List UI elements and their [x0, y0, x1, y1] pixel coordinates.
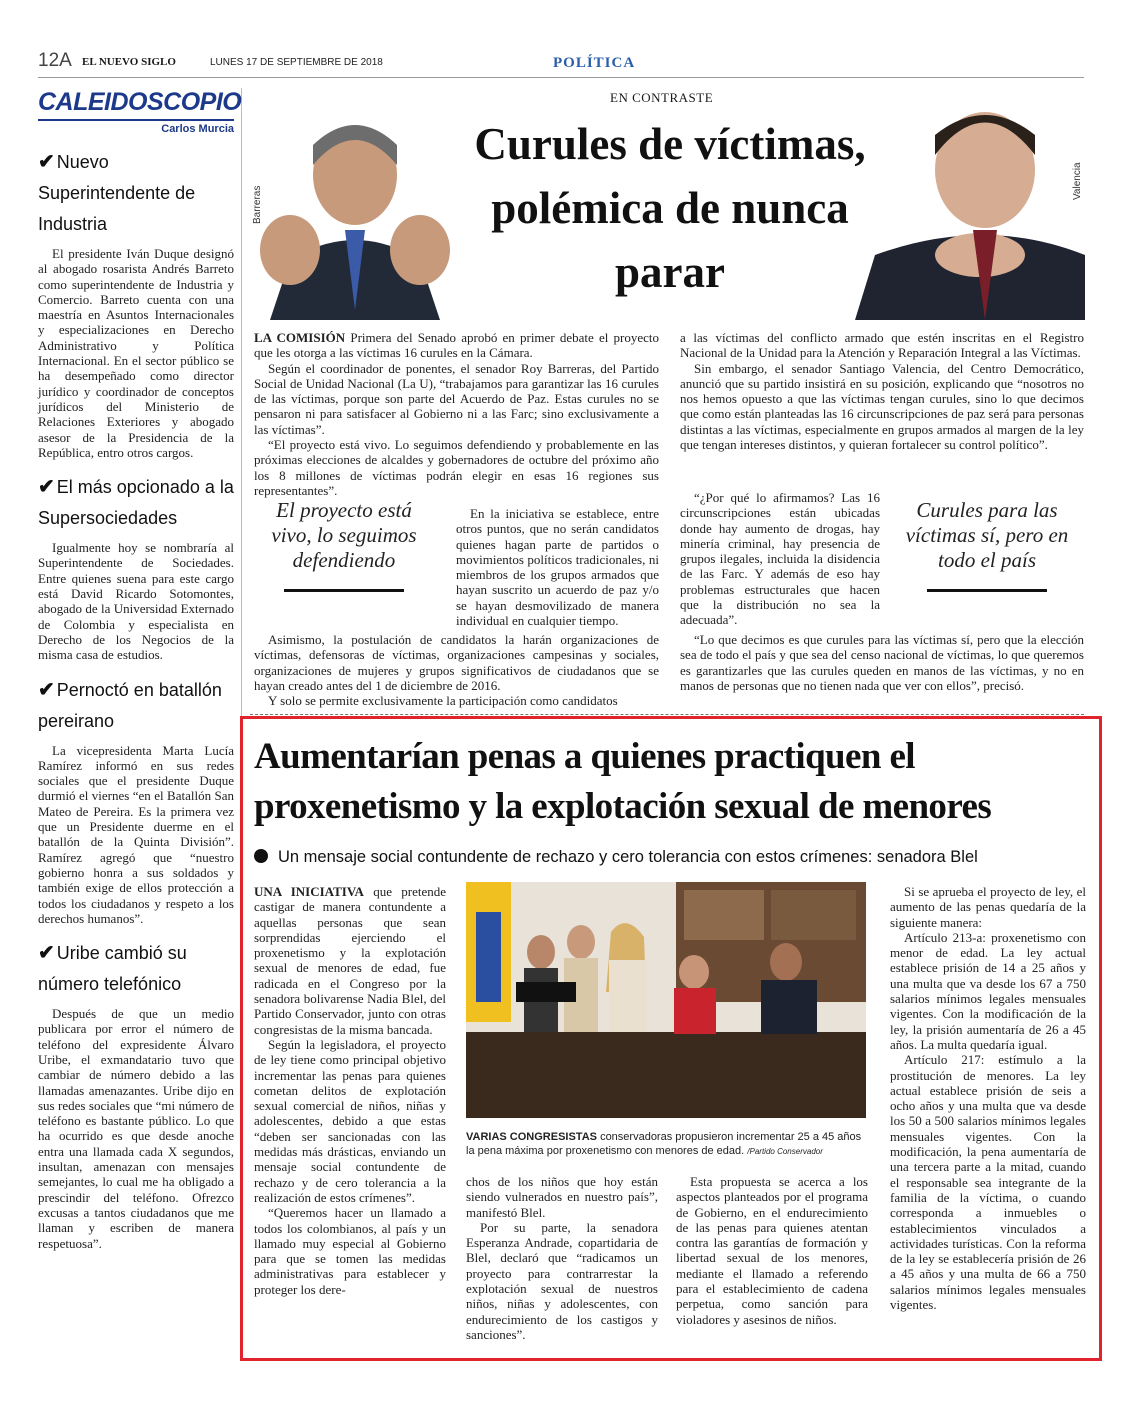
- article-column-1b: [456, 506, 659, 628]
- subtitle-text: Un mensaje social contundente de rechazo y cero tolerancia con estos crímenes: senadora Blel: [278, 848, 978, 866]
- pull-quote-rule: [927, 589, 1047, 592]
- sidebar-divider: [241, 88, 242, 718]
- sidebar-item-heading: [38, 147, 234, 240]
- issue-date: LUNES 17 DE SEPTIEMBRE DE 2018: [210, 57, 383, 68]
- check-icon: ✔: [38, 476, 55, 499]
- section-divider: [250, 714, 1084, 715]
- sidebar-item-heading: [38, 938, 234, 1000]
- paragraph: [254, 884, 446, 1037]
- caption-lead: VARIAS CONGRESISTAS: [466, 1131, 597, 1143]
- paragraph: Según la legisladora, el proyecto de ley tiene como principal objetivo incrementar las penas para quienes cometan delitos de explotación sexual comercial de niños, niñas y adolescentes, debido a que estas “deben ser sancionadas con las medidas más drásticas, enviando un mensaje social contundente de rechazo y de cero tolerancia a la realización de estos crímenes”.: [254, 1036, 446, 1205]
- section-name: POLÍTICA: [553, 55, 636, 71]
- article-column-1c: [254, 632, 659, 708]
- sidebar-item-heading: [38, 472, 234, 534]
- paragraph: Por su parte, la senadora Esperanza Andrade, copartidaria de Blel, declaró que “radicamos un proyecto para contrarrestar la explotación sexual de nuestros niños, niñas y adolescentes, con endurecimiento de los castigos y sanciones”.: [466, 1219, 658, 1342]
- boxed-column-2: [466, 1174, 658, 1342]
- check-icon: ✔: [38, 151, 55, 173]
- article-kicker: EN CONTRASTE: [610, 90, 714, 105]
- sidebar-column: [38, 88, 242, 1350]
- article-column-2c: [680, 632, 1084, 693]
- check-icon: ✔: [38, 678, 55, 701]
- paragraph: Artículo 217: estímulo a la prostitución de menores. La ley actual establece prisión de seis a ocho años y una multa que va desde los 50 a 500 salarios mínimos legales mensuales vigentes. Con la modificación, la pena aumentaría de una tercera parte a la mitad, cuando el responsable sea integrante de la familia de la víctima, o cuando corresponda a inmuebles o establecimientos vinculados a actividades turísticas. Con la reforma de la ley se establecería prisión de 26 a 45 años y una multa de 66 a 750 salarios mínimos legales mensuales vigentes.: [890, 1052, 1086, 1313]
- article-headline: Curules de víctimas, polémica de nunca parar: [474, 119, 866, 297]
- paragraph: “Lo que decimos es que curules para las víctimas sí, pero que la elección sea de todo el país y que sea del censo nacional de víctimas, lo que queremos es garantizarles que las curules queden en manos de las víctimas, y no en manos de personas que no tienen nada que ver con ellos”, precisó.: [680, 632, 1084, 693]
- heading-text: Uribe cambió su número telefónico: [38, 943, 187, 995]
- heading-text: Pernoctó en batallón pereirano: [38, 679, 222, 731]
- paragraph: Según el coordinador de ponentes, el senador Roy Barreras, del Partido Social de Unidad Nacional (La U), “trabajamos para garantizar las 16 curules de las víctimas, porque son parte del Acuerdo de Paz. Estas curules no se pensaron ni para satisfacer al Gobierno ni a las Farc; sino exclusivamente a las víctimas”.: [254, 360, 659, 437]
- paragraph: Sin embargo, el senador Santiago Valencia, del Centro Democrático, anunció que su partido insistirá en su posición, explicando que “nosotros no nos hemos opuesto a que las víctimas tengan curules, sino lo que decimos que como están planteadas las 16 circunscripciones de paz será para personas distintas a las víctimas, especialmente en grupos armados al margen de la ley que tengan intereses distintos, y quieran fortalecer su control político”.: [680, 360, 1084, 453]
- photo-credit: /Partido Conservador: [747, 1147, 823, 1156]
- lead-in: UNA INICIATIVA: [254, 884, 364, 899]
- column-author: Carlos Murcia: [38, 119, 234, 135]
- paragraph: chos de los niños que hoy están siendo vulnerados en nuestro país”, manifestó Blel.: [466, 1174, 658, 1220]
- paragraph: En la iniciativa se establece, entre otros puntos, que no serán candidatos quienes hagan parte de partidos o movimientos políticos tradicionales, ni miembros de los grupos armados que hayan suscrito un acuerdo de paz y/o se hayan desmovilizado de manera individual en cualquier tiempo.: [456, 506, 659, 629]
- photo-caption: [466, 1130, 866, 1159]
- paragraph: Y solo se permite exclusivamente la participación como candidatos: [268, 693, 618, 709]
- pull-quote-rule: [284, 589, 404, 592]
- boxed-article-headline: Aumentarían penas a quienes practiquen el proxenetismo y la explotación sexual de menores: [254, 736, 992, 827]
- boxed-column-4: [890, 884, 1086, 1312]
- paragraph: “Queremos hacer un llamado a todos los colombianos, al país y un llamado muy especial al Gobierno para que se tomen las medidas administrativas para establecer y proteger los dere-: [254, 1205, 446, 1297]
- paragraph-text: Primera del Senado aprobó en primer debate el proyecto que les otorga a las víctimas 16 curules en la Cámara.: [254, 330, 660, 361]
- sidebar-item-body: La vicepresidenta Marta Lucía Ramírez informó en sus redes sociales que el presidente Duque durmió el viernes “en el Batallón San Mateo de Pereira. Es la primera vez que un Presidente duerme en el batallón de la Quinta División”. Ramírez agregó que “nuestro gobierno honra a sus soldados y también exige de ellos protección a todos los ciudadanos y respeto a los derechos humanos”.: [38, 742, 234, 926]
- bullet-icon: [254, 849, 268, 863]
- article-column-2b: [680, 490, 880, 628]
- heading-text: Nuevo Superintendente de Industria: [38, 152, 196, 234]
- paragraph-text: que pretende castigar de manera contundente a aquellas personas que sean sorprendidas ejerciendo el proxenetismo y la explotación sexual de menores de edad, fue radicada en el Congreso por la senadora bolivarense Nadia Blel, del Partido Conservador, junto con otras congresistas de la misma bancada.: [254, 884, 447, 1037]
- photo-barreras: [250, 110, 460, 320]
- paragraph: Si se aprueba el proyecto de ley, el aumento de las penas quedaría de la siguiente manera:: [890, 884, 1086, 930]
- pull-quote-text: El proyecto está vivo, lo seguimos defendiendo: [271, 498, 417, 572]
- pull-quote-text: Curules para las víctimas sí, pero en todo el país: [905, 498, 1069, 572]
- boxed-article-subtitle: [254, 848, 1084, 867]
- caption-text: conservadoras propusieron incrementar 25 a 45 años la pena máxima por proxenetismo con menores de edad.: [466, 1131, 862, 1157]
- sidebar-item-body: Después de que un medio publicara por error el número de teléfono del expresidente Álvaro Uribe, el exmandatario tuvo que cambiar de número debido a las llamadas amenazantes. Uribe dijo en sus redes sociales que “mi número de teléfono es bastante público. Lo que ha ocurrido es que desde anoche entra una llamada cada X segundos, insultan, amenazan con mensajes semejantes, lo cual me ha obligado a prescindir del teléfono. Ofrezco excusas a tantos ciudadanos que me llaman y escriben de manera respetuosa”.: [38, 1006, 234, 1251]
- check-icon: ✔: [38, 942, 55, 965]
- paragraph: Artículo 213-a: proxenetismo con menor de edad. La ley actual establece prisión de 14 a 25 años y una multa que va desde los 67 a 750 salarios mínimos legales mensuales vigentes. Con la modificación de la ley, la prisión aumentaría de 26 a 45 años. La multa quedaría igual.: [890, 929, 1086, 1052]
- boxed-column-1: [254, 884, 446, 1297]
- photo-caption-right: Valencia: [1072, 162, 1083, 200]
- paragraph: “¿Por qué lo afirmamos? Las 16 circunscripciones están ubicadas donde hay aumento de drogas, hay minería criminal, hay presencia de grupos ilegales, incluida la disidencia de las Farc. Y además de eso hay problemas estructurales que hacen que la distribución no sea la adecuada”.: [680, 490, 880, 628]
- heading-text: El más opcionado a la Supersociedades: [38, 477, 234, 529]
- article-column-1: [254, 330, 659, 498]
- sidebar-item-body: Igualmente hoy se nombraría al Superintendente de Sociedades. Entre quienes suena para este cargo está David Ricardo Sotomontes, abogado de la Universidad Externado de Colombia y especialista en Derecho de los Negocios de la misma casa de estudios.: [38, 540, 234, 663]
- paragraph: “El proyecto está vivo. Lo seguimos defendiendo y probablemente en las próximas elecciones de alcaldes y gobernadores de octubre del próximo año los 8 millones de víctimas podrán elegir en esas 16 regiones sus representantes”.: [254, 437, 659, 498]
- paragraph: Esta propuesta se acerca a los aspectos planteados por el programa de Gobierno, en el endurecimiento de las penas para quienes atentan contra las garantías de formación y libertad sexual de los menores, mediante el llamado a referendo para el establecimiento de cadena perpetua, como sanción para violadores y asesinos de niños.: [676, 1174, 868, 1327]
- column-title: CALEIDOSCOPIO: [38, 88, 242, 116]
- sidebar-item-heading: [38, 675, 234, 737]
- newspaper-name: EL NUEVO SIGLO: [82, 56, 176, 68]
- sidebar-item-body: El presidente Iván Duque designó al abogado rosarista Andrés Barreto como superintendente de Industria y Comercio. Barreto cuenta con una maestría en Asuntos Internacionales y especializaciones en Derecho Administrativo y Política Internacional. En el sector público se ha desempeñado como director jurídico y coordinador de conceptos jurídicos del Ministerio de Relaciones Exteriores y abogado asesor de la Presidencia de la República, entro otros cargos.: [38, 246, 234, 460]
- page-number: 12A: [38, 50, 72, 71]
- article-column-2: [680, 330, 1084, 452]
- pull-quote-1: [256, 498, 432, 592]
- boxed-column-3: [676, 1174, 868, 1327]
- lead-in: LA COMISIÓN: [254, 330, 346, 345]
- pull-quote-2: [892, 498, 1082, 592]
- photo-congresistas: [466, 882, 866, 1118]
- paragraph: Asimismo, la postulación de candidatos la harán organizaciones de víctimas, defensoras de víctimas, organizaciones campesinas y sociales, organizaciones de mujeres y grupos significativos de ciudadanos que se hayan creado antes del 1 de diciembre de 2016.: [254, 632, 659, 693]
- paragraph: a las víctimas del conflicto armado que estén inscritas en el Registro Nacional de la Unidad para la Atención y Reparación Integral a las Víctimas.: [680, 330, 1084, 361]
- paragraph: [254, 330, 659, 361]
- page-header: [38, 50, 1084, 78]
- photo-caption-left: Barreras: [252, 185, 263, 224]
